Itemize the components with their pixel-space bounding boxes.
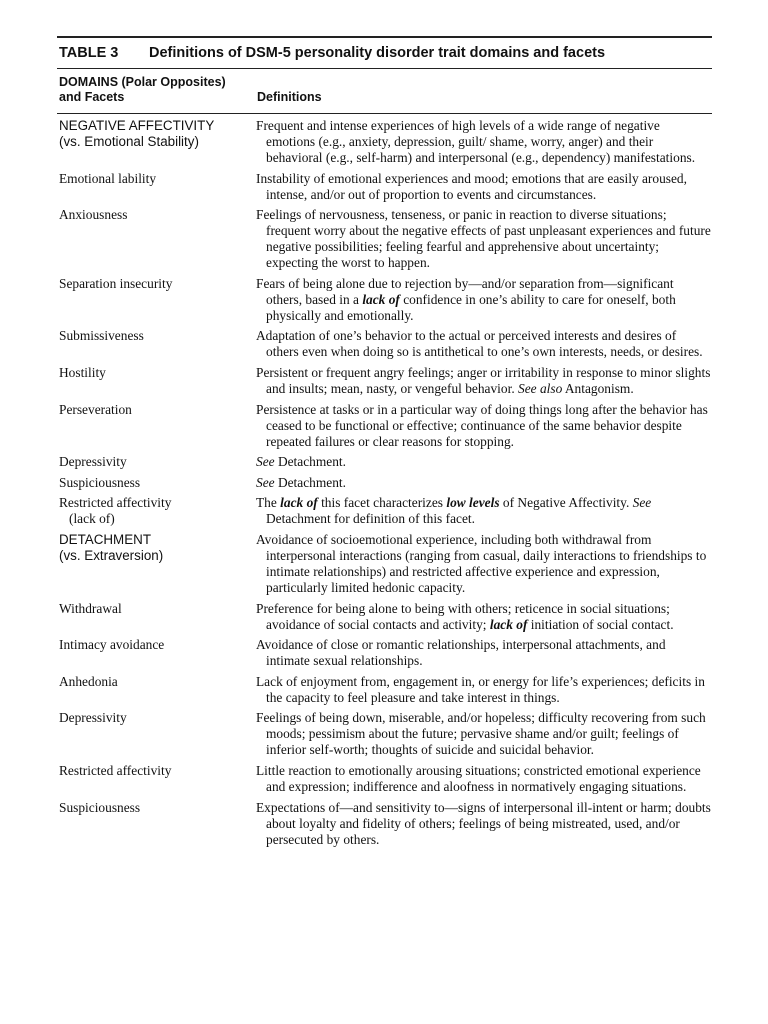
definition-text: Feelings of being down, miserable, and/or hopeless; difficulty recovering from such moods; pessimism about the future; pervasive shame and/or guilt; feelings of inferior self-worth; thoughts of suicide and suicidal behavior. bbox=[256, 710, 706, 758]
term-label: Intimacy avoidance bbox=[59, 637, 165, 653]
term-label: Withdrawal bbox=[59, 600, 122, 616]
term-label: Restricted affectivity bbox=[59, 762, 172, 778]
term-label: Anxiousness bbox=[59, 207, 128, 223]
term-label: Restricted affectivity bbox=[59, 495, 172, 511]
table-row bbox=[57, 402, 712, 450]
term-label: DETACHMENT bbox=[59, 531, 151, 547]
table-row bbox=[57, 674, 712, 706]
table-row bbox=[57, 532, 712, 596]
table-row bbox=[57, 276, 712, 324]
facet-name bbox=[57, 328, 256, 360]
table-row bbox=[57, 475, 712, 491]
facet-name bbox=[57, 454, 256, 470]
column-header-definitions: Definitions bbox=[257, 90, 322, 104]
table-title-row bbox=[57, 38, 712, 68]
table-row bbox=[57, 454, 712, 470]
definition-text: Avoidance of close or romantic relationships, interpersonal attachments, and intimate sexual relationships. bbox=[256, 637, 666, 669]
facet-name bbox=[57, 674, 256, 706]
term-label: Perseveration bbox=[59, 401, 132, 417]
definition-text: Instability of emotional experiences and mood; emotions that are easily aroused, intense, and/or out of proportion to events and circumstances. bbox=[256, 170, 687, 202]
facet-name bbox=[57, 601, 256, 633]
definition-text: Frequent and intense experiences of high levels of a wide range of negative emotions (e.g., anxiety, depression, guilt/ shame, worry, anger) and their behavioral (e.g., self-harm) and interpersonal (e.g., dependency) manifestations. bbox=[256, 118, 696, 165]
definition-text: Little reaction to emotionally arousing situations; constricted emotional experience and expression; indifference and aloofness in normatively engaging situations. bbox=[256, 762, 701, 794]
table-row bbox=[57, 637, 712, 669]
facet-name bbox=[57, 171, 256, 203]
table-row bbox=[57, 171, 712, 203]
table-body bbox=[57, 114, 712, 848]
column-header-domains bbox=[59, 75, 257, 105]
table-label: TABLE 3 bbox=[59, 45, 119, 61]
definition-text: Lack of enjoyment from, engagement in, or energy for life’s experiences; deficits in the capacity to feel pleasure and take interest in things. bbox=[256, 673, 705, 705]
facet-name bbox=[57, 763, 256, 795]
term-label: Emotional lability bbox=[59, 170, 157, 186]
definition-text: Fears of being alone due to rejection by—and/or separation from—significant others, based in a lack of confidence in one’s ability to care for oneself, both physically and emotionally. bbox=[256, 275, 676, 323]
table-row bbox=[57, 763, 712, 795]
term-label: Depressivity bbox=[59, 454, 127, 470]
definition-text: Adaptation of one’s behavior to the actual or perceived interests and desires of others even when doing so is antithetical to one’s own interests, needs, or desires. bbox=[256, 328, 703, 360]
term-sublabel: (vs. Emotional Stability) bbox=[59, 134, 199, 149]
domain-name bbox=[57, 118, 256, 166]
facet-name bbox=[57, 637, 256, 669]
term-label: NEGATIVE AFFECTIVITY bbox=[59, 118, 215, 133]
definition-text: Feelings of nervousness, tenseness, or panic in reaction to diverse situations; frequent worry about the negative effects of past unpleasant experiences and future negative possibilities; feeling fearful and apprehensive about uncertainty; expecting the worst to happen. bbox=[256, 207, 711, 271]
table-row bbox=[57, 495, 712, 527]
definition-text: Preference for being alone to being with others; reticence in social situations; avoidance of social contacts and activity; lack of initiation of social contact. bbox=[256, 600, 674, 632]
definition-text: Expectations of—and sensitivity to—signs of interpersonal ill-intent or harm; doubts about loyalty and fidelity of others; feelings of being mistreated, used, and/or persecuted by others. bbox=[256, 799, 711, 847]
table-row bbox=[57, 328, 712, 360]
definition-text: See Detachment. bbox=[256, 474, 346, 490]
table-row bbox=[57, 207, 712, 271]
table-row bbox=[57, 118, 712, 166]
term-sublabel: (lack of) bbox=[69, 511, 115, 527]
table-title: Definitions of DSM-5 personality disorder trait domains and facets bbox=[149, 45, 606, 61]
facet-name bbox=[57, 475, 256, 491]
definition-text: Persistence at tasks or in a particular way of doing things long after the behavior has ceased to be functional or effective; continuance of the same behavior despite repeated failures or clear reasons for stopping. bbox=[256, 401, 708, 449]
table-row bbox=[57, 365, 712, 397]
column-header-domains-line1: DOMAINS (Polar Opposites) bbox=[59, 75, 226, 89]
definition-text: See Detachment. bbox=[256, 454, 346, 470]
column-header-domains-line2: and Facets bbox=[59, 90, 125, 104]
facet-name bbox=[57, 207, 256, 271]
facet-name bbox=[57, 365, 256, 397]
table-row bbox=[57, 710, 712, 758]
facet-name bbox=[57, 710, 256, 758]
domain-name bbox=[57, 532, 256, 596]
definition-text: Persistent or frequent angry feelings; anger or irritability in response to minor slights and insults; mean, nasty, or vengeful behavior. See also Antagonism. bbox=[256, 364, 711, 396]
term-label: Submissiveness bbox=[59, 328, 144, 344]
table-row bbox=[57, 800, 712, 848]
term-sublabel: (vs. Extraversion) bbox=[59, 547, 164, 563]
term-label: Anhedonia bbox=[59, 673, 118, 689]
term-label: Separation insecurity bbox=[59, 275, 173, 291]
facet-name bbox=[57, 276, 256, 324]
column-headers bbox=[57, 69, 712, 113]
definition-text: Avoidance of socioemotional experience, including both withdrawal from interpersonal interactions (ranging from casual, daily interactions to friendships to intimate relationships) and restricted affective experience and expression, particularly limited hedonic capacity. bbox=[256, 531, 707, 595]
facet-name bbox=[57, 800, 256, 848]
term-label: Suspiciousness bbox=[59, 474, 141, 490]
term-label: Suspiciousness bbox=[59, 799, 141, 815]
table-row bbox=[57, 601, 712, 633]
table-3 bbox=[57, 36, 712, 852]
facet-name bbox=[57, 495, 256, 527]
term-label: Hostility bbox=[59, 364, 106, 380]
facet-name bbox=[57, 402, 256, 450]
definition-text: The lack of this facet characterizes low levels of Negative Affectivity. See Detachment for definition of this facet. bbox=[256, 495, 652, 527]
term-label: Depressivity bbox=[59, 710, 127, 726]
